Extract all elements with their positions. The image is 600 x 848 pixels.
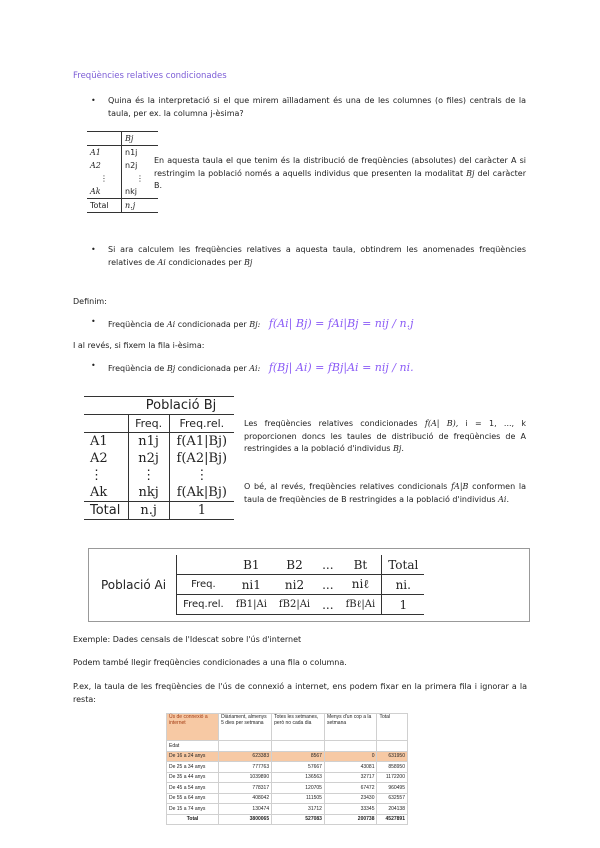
definition-2: • Freqüència de Bj condicionada per Ai: f(Bj| Ai) = fBj|Ai = nij / ni. <box>108 361 414 374</box>
definition-1: • Freqüència de Ai condicionada per Bj: f(Ai| Bj) = fAi|Bj = nij / n.j <box>108 317 414 330</box>
table-total-row: Total 3800065 527083 200738 4527891 <box>167 814 408 825</box>
paragraph-1: Podem també llegir freqüències condicionades a una fila o columna. <box>73 658 347 667</box>
table-population-ai-box <box>88 548 530 622</box>
formula-2: f(Bj| Ai) = fBj|Ai = nij / ni. <box>268 361 414 374</box>
explanation-1: En aquesta taula el que tenim és la distribució de freqüències (absolutes) del caràcter A si restringim la població només a aquells individus que presenten la modalitat Bj del caràcter B. <box>154 156 527 190</box>
table-row: De 45 a 54 anys 778317 120705 67472 960495 <box>167 783 408 794</box>
table-row: De 25 a 34 anys 777763 57667 43081 858950 <box>167 762 408 773</box>
table-row: De 16 a 24 anys 623383 8567 0 631950 <box>167 751 408 762</box>
table-row: De 35 a 44 anys 1039890 136563 32717 1172200 <box>167 772 408 783</box>
explanation-2: Les freqüències relatives condicionades f(A| B), i = 1, ..., k proporcionen doncs les taules de distribució de freqüències de A restringides a la població d'individus Bj. <box>244 419 527 453</box>
table-population-bj: Població Bj Freq. Freq.rel. A1 n1j f(A1|Bj) A2 n2j f(A2|Bj) ⋮ ⋮ ⋮ Ak nkj f(Ak|Bj) Total n.j 1 <box>84 396 234 520</box>
example-heading: Exemple: Dades censals de l'Idescat sobre l'ús d'internet <box>73 635 302 644</box>
question-2: • Si ara calculem les freqüències relatives a aquesta taula, obtindrem les anomenades freqüències relatives de Ai condicionades per Bj <box>108 244 526 269</box>
definim-label: Definim: <box>73 297 107 306</box>
question-1: • Quina és la interpretació si el que mirem aïlladament és una de les columnes (o files) centrals de la taula, per ex. la columna j-èsima? <box>108 95 526 120</box>
explanation-3: O bé, al revés, freqüències relatives condicionals fA|B conformen la taula de freqüències de B restringides a la població d'individus Ai. <box>244 482 526 504</box>
reverse-text: I al revés, si fixem la fila i-èsima: <box>73 341 205 350</box>
section-title: Freqüències relatives condicionades <box>73 71 227 81</box>
paragraph-2: P.ex, la taula de les freqüències de l'ús de connexió a internet, ens podem fixar en la primera fila i ignorar a la resta: <box>73 682 527 704</box>
table-population-ai: Població Ai B1 B2 ... Bt Total Freq. ni1 ni2 ... niℓ ni. Freq.rel. fB1|Ai fB2|Ai ... fBℓ|Ai 1 <box>95 555 424 615</box>
table-row: De 15 a 74 anys 130474 31712 33345 204138 <box>167 804 408 815</box>
table-internet-use: Ús de connexió a internet Diàriament, almenys 5 dies per setmana Totes les setmanes, però no cada dia Menys d'un cop a la setmana Total Edat De 16 a 24 anys 623383 8567 0 631950 De 25 a 34 anys 777763 57667 43081 858950 De 35 a 44 anys 1039890 136563 32717 1172200 De 45 a 54 anys 778317 120705 67472 960495 De 55 a 64 anys 408042 111505 23430 632557 De 15 a 74 anys 130474 31712 33345 204138 Total 3800065 527083 200738 4527891 <box>166 713 408 825</box>
formula-1: f(Ai| Bj) = fAi|Bj = nij / n.j <box>268 317 414 330</box>
table-row: De 55 a 64 anys 408042 111505 23430 632557 <box>167 793 408 804</box>
table-column-j: Bj A1 n1j A2 n2j ⋮ ⋮ Ak nkj Total n.j <box>87 131 158 213</box>
